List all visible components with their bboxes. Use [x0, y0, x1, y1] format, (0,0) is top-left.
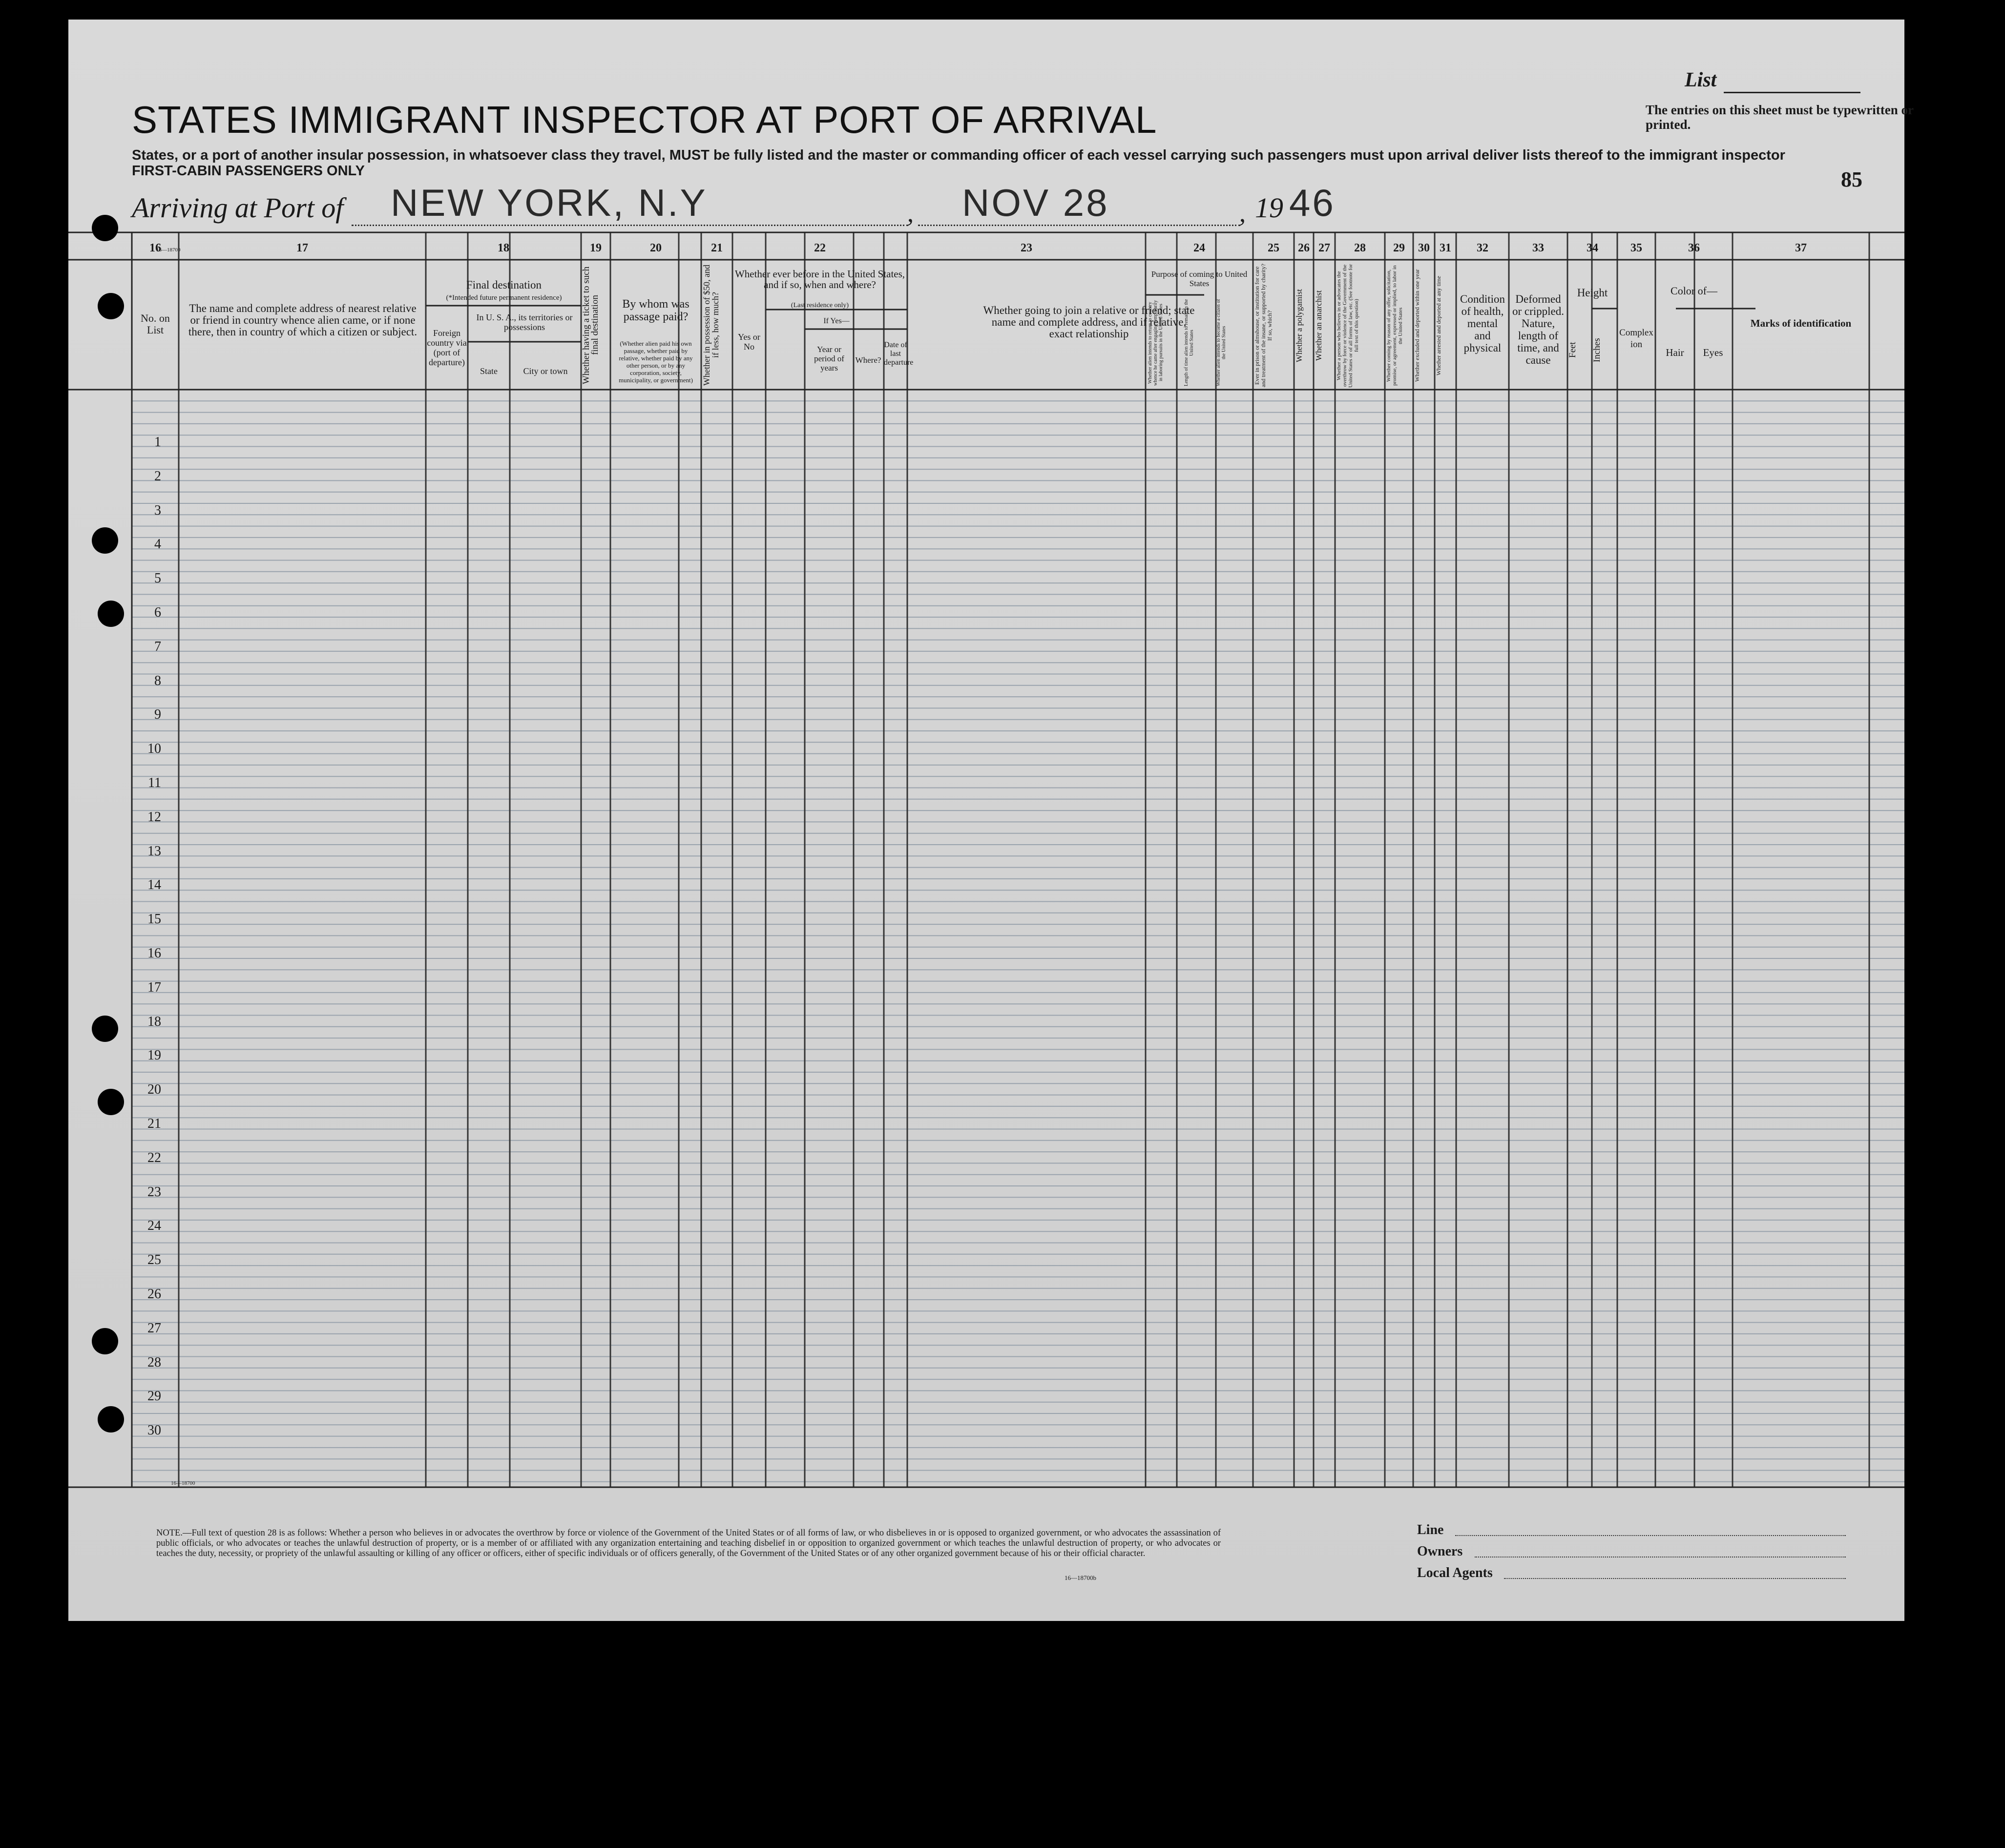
- header-nearest-relative: The name and complete address of nearest relative or friend in country whence alien came, or if none there, then in country of which a citizen or subject.: [188, 302, 418, 338]
- page-number: 85: [1841, 167, 1862, 191]
- row-number: 9: [154, 707, 161, 723]
- col-number-22: 22: [814, 242, 826, 254]
- header-overthrow: Whether a person who believes in or advocates the overthrow by force or violence of the Government of the United States or of all forms of law, etc. (See footnote for full text of this question): [1336, 264, 1359, 388]
- form-code-bottom: 16—18700: [171, 1480, 195, 1486]
- year-prefix: 19: [1255, 192, 1283, 224]
- col-number-33: 33: [1532, 242, 1544, 254]
- header-purpose-citizen: Whether alien intends to become a citizen of the United States: [1216, 299, 1227, 387]
- header-state: State: [480, 366, 498, 376]
- header-join-relative: Whether going to join a relative or friend; state name and complete address, and if relative, exact relationship: [983, 304, 1195, 340]
- row-number: 23: [147, 1184, 161, 1200]
- row-number: 5: [154, 571, 161, 586]
- punch-hole: [98, 293, 124, 319]
- punch-hole: [98, 1406, 124, 1433]
- punch-hole: [98, 601, 124, 627]
- header-final-destination: Final destination: [466, 279, 542, 291]
- date-handwritten-value: NOV 28: [962, 181, 1109, 224]
- col-number-24: 24: [1193, 242, 1205, 254]
- header-marks: Marks of identification: [1750, 317, 1852, 329]
- header-height: Height: [1577, 287, 1608, 299]
- header-final-destination-note: (*Intended future permanent residence): [446, 294, 562, 302]
- header-health: Condition of health, mental and physical: [1460, 293, 1505, 354]
- col-number-17: 17: [296, 242, 308, 254]
- col-number-23: 23: [1021, 242, 1032, 254]
- col-number-35: 35: [1630, 242, 1642, 254]
- header-purpose-length: Length of time alien intends to remain in the United States: [1184, 299, 1194, 387]
- row-number: 13: [147, 843, 161, 859]
- row-number: 16: [147, 946, 161, 961]
- col-number-32: 32: [1477, 242, 1488, 254]
- owners-label: Owners: [1417, 1544, 1463, 1559]
- row-number: 20: [147, 1082, 161, 1098]
- punch-hole: [98, 1089, 124, 1115]
- header-last-residence: (Last residence only): [791, 302, 849, 309]
- header-complexion: Complexion: [1619, 328, 1653, 350]
- footnote-form-code: 16—18700b: [1065, 1574, 1096, 1581]
- header-arrested: Whether arrested and deported at any time: [1435, 276, 1442, 375]
- header-passage-paid: By whom was passage paid?: [622, 298, 689, 323]
- row-number: 19: [147, 1048, 161, 1063]
- arriving-port-label: Arriving at Port of: [132, 192, 344, 224]
- row-number: 2: [154, 468, 161, 484]
- passenger-class-label: FIRST-CABIN PASSENGERS ONLY: [132, 163, 365, 179]
- row-number: 10: [147, 741, 161, 757]
- row-number: 29: [147, 1389, 161, 1404]
- header-purpose: Purpose of coming to United States: [1151, 270, 1248, 288]
- row-number: 18: [147, 1014, 161, 1029]
- row-number: 4: [154, 537, 161, 552]
- local-agents-field[interactable]: [1504, 1578, 1846, 1579]
- punch-hole: [92, 1328, 118, 1354]
- row-number: 14: [147, 877, 161, 893]
- col-number-36: 36: [1688, 242, 1700, 254]
- separator-comma: ,: [907, 200, 914, 228]
- port-handwritten-value: NEW YORK, N.Y: [391, 181, 708, 224]
- instructions-text: States, or a port of another insular possession, in whatsoever class they travel, MUST be fully listed and the master or commanding officer of each vessel carrying such passengers must upon arrival deliver lists thereof to the immigrant inspector: [132, 147, 1785, 163]
- manifest-grid: [68, 20, 1904, 1621]
- line-label: Line: [1417, 1522, 1444, 1537]
- header-ever-before: Whether ever before in the United States, and if so, when and where?: [734, 268, 905, 291]
- header-yes-no: Yes or No: [738, 332, 760, 352]
- row-number: 7: [154, 639, 161, 654]
- row-number: 8: [154, 673, 161, 688]
- row-number: 1: [154, 435, 161, 450]
- header-no-on-list: No. on List: [141, 312, 170, 336]
- row-number: 26: [147, 1287, 161, 1302]
- header-eyes: Eyes: [1703, 347, 1723, 358]
- row-number: 24: [147, 1218, 161, 1234]
- form-code: 16—18700: [156, 247, 181, 253]
- header-usa: In U. S. A., its territories or possessions: [476, 312, 573, 332]
- col-number-27: 27: [1318, 242, 1330, 254]
- row-number: 15: [147, 912, 161, 927]
- local-agents-label: Local Agents: [1417, 1565, 1493, 1580]
- header-foreign-country: Foreign country via (port of departure): [427, 328, 467, 367]
- line-field[interactable]: [1455, 1535, 1846, 1536]
- header-labor-offer: Whether coming by reason of any offer, solicitation, promise, or agreement, expressed or implied, to labor in the United States: [1386, 265, 1403, 386]
- row-number: 28: [147, 1354, 161, 1370]
- col-number-20: 20: [650, 242, 662, 254]
- header-possession-50: Whether in possession of $50, and if less, how much?: [702, 265, 720, 386]
- header-hair: Hair: [1666, 347, 1684, 358]
- col-number-19: 19: [590, 242, 602, 254]
- col-number-18: 18: [498, 242, 509, 254]
- row-number: 27: [147, 1320, 161, 1336]
- col-number-31: 31: [1440, 242, 1451, 254]
- row-number: 3: [154, 502, 161, 518]
- header-color: Color of—: [1671, 285, 1717, 297]
- header-excluded: Whether excluded and deported within one year: [1414, 269, 1420, 382]
- row-number: 30: [147, 1423, 161, 1438]
- header-city: City or town: [523, 366, 568, 376]
- col-number-34: 34: [1587, 242, 1598, 254]
- footnote-question-28: NOTE.—Full text of question 28 is as follows: Whether a person who believes in or advocates the overthrow by force or violence of the Government of the United States or of all forms of law, or who disbelieves in or is opposed to organized government, or who advocates the assassination of public officials, or who advocates or teaches the unlawful destruction of property, or is a member of or affiliated with any organization entertaining and teaching disbelief in or opposition to organized government or which teaches the unlawful destruction of property, or who advocates or teaches the duty, necessity, or propriety of the unlawful assaulting or killing of any officer or officers, either of specific individuals or of officers generally, of the Government of the United States or of any other organized government because of his or their official character.: [156, 1528, 1221, 1558]
- header-if-yes: If Yes—: [823, 317, 850, 325]
- header-purpose-return: Whether alien intends to return to country whence he came after engaging temporarily in laboring pursuits in the United States: [1148, 300, 1164, 386]
- header-year: Year or period of years: [814, 345, 844, 373]
- col-number-21: 21: [711, 242, 723, 254]
- row-number: 17: [147, 979, 161, 995]
- punch-hole: [92, 527, 118, 554]
- list-label: List: [1685, 69, 1717, 91]
- col-number-28: 28: [1354, 242, 1366, 254]
- row-number: 11: [148, 775, 161, 790]
- punch-hole: [92, 215, 118, 241]
- manifest-sheet: [68, 20, 1914, 1621]
- header-polygamist: Whether a polygamist: [1295, 289, 1304, 363]
- header-date-departure: Date of last departure: [884, 341, 914, 367]
- header-feet: Feet: [1567, 342, 1578, 358]
- header-inches: Inches: [1592, 338, 1602, 362]
- row-number: 12: [147, 809, 161, 825]
- row-number: 6: [154, 605, 161, 620]
- col-number-37: 37: [1795, 242, 1807, 254]
- header-passage-paid-note: (Whether alien paid his own passage, whether paid by relative, whether paid by any other person, or by any corporation, society, municipality, or government): [619, 340, 693, 384]
- header-anarchist: Whether an anarchist: [1314, 290, 1323, 361]
- row-number: 21: [147, 1116, 161, 1131]
- header-deformed: Deformed or crippled. Nature, length of time, and cause: [1512, 293, 1564, 366]
- header-prison: Ever in prison or almshouse, or institution for care and treatment of the insane, or supported by charity? If so, which?: [1253, 264, 1273, 388]
- page-title: STATES IMMIGRANT INSPECTOR AT PORT OF ARRIVAL: [132, 98, 1157, 141]
- row-number: 22: [147, 1150, 161, 1165]
- header-ticket: Whether having a ticket to such final destination: [581, 266, 600, 384]
- header-where: Where?: [855, 355, 881, 365]
- typewritten-notice: The entries on this sheet must be typewritten or printed.: [1646, 103, 1914, 132]
- year-handwritten-value: 46: [1289, 181, 1336, 224]
- col-number-29: 29: [1393, 242, 1405, 254]
- separator-comma: ,: [1239, 200, 1246, 228]
- col-number-25: 25: [1268, 242, 1279, 254]
- punch-hole: [92, 1016, 118, 1042]
- col-number-30: 30: [1418, 242, 1430, 254]
- row-number: 25: [147, 1252, 161, 1268]
- col-number-26: 26: [1298, 242, 1310, 254]
- col-number-16: 16: [149, 242, 161, 254]
